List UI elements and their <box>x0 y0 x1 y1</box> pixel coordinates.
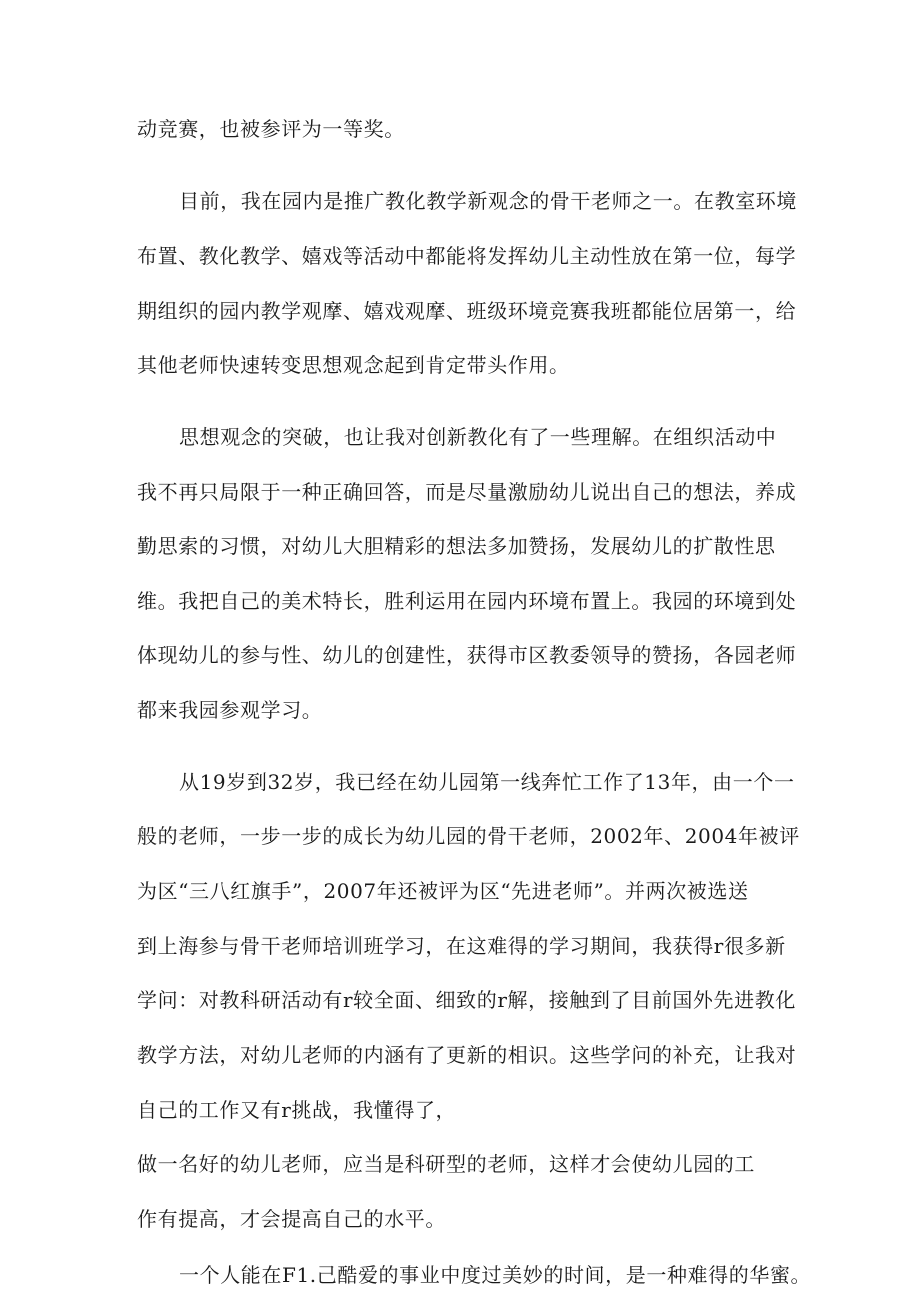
text-line: 作有提高，才会提高自己的水平。 <box>137 1207 446 1231</box>
text-line: 布置、教化教学、嬉戏等活动中都能将发挥幼儿主动性放在第一位，每学 <box>137 244 797 268</box>
text-line: 从19岁到32岁，我已经在幼儿园第一线奔忙工作了13年，由一个一 <box>179 770 795 794</box>
text-line: 到上海参与骨干老师培训班学习，在这难得的学习期间，我获得r很多新 <box>137 934 786 958</box>
text-line: 期组织的园内教学观摩、嬉戏观摩、班级环境竞赛我班都能位居第一，给 <box>137 299 797 323</box>
text-line: 我不再只局限于一种正确回答，而是尽量激励幼儿说出自己的想法，养成 <box>137 480 797 504</box>
text-line: 为区“三八红旗手”，2007年还被评为区“先进老师”。并两次被选送 <box>137 879 749 903</box>
text-line: 其他老师快速转变思想观念起到肯定带头作用。 <box>137 353 570 377</box>
text-line: 动竞赛，也被参评为一等奖。 <box>137 117 405 141</box>
text-line: 做一名好的幼儿老师，应当是科研型的老师，这样才会使幼儿园的工 <box>137 1152 755 1176</box>
text-line: 维。我把自己的美术特长，胜利运用在园内环境布置上。我园的环境到处 <box>137 589 797 613</box>
text-line: 体现幼儿的参与性、幼儿的创建性，获得市区教委领导的赞扬，各园老师 <box>137 643 797 667</box>
text-line: 都来我园参观学习。 <box>137 698 323 722</box>
text-line: 勤思索的习惯，对幼儿大胆精彩的想法多加赞扬，发展幼儿的扩散性思 <box>137 534 776 558</box>
text-line: 目前，我在园内是推广教化教学新观念的骨干老师之一。在教室环境 <box>179 189 797 213</box>
text-line: 自己的工作又有r挑战，我懂得了， <box>137 1098 457 1122</box>
text-line: 思想观念的突破，也让我对创新教化有了一些理解。在组织活动中 <box>179 425 777 449</box>
text-line: 般的老师，一步一步的成长为幼儿园的骨干老师，2002年、2004年被评 <box>137 824 800 848</box>
text-line: 一个人能在F1.己酷爱的事业中度过美妙的时间，是一种难得的华蜜。 <box>179 1263 812 1287</box>
text-line: 教学方法，对幼儿老师的内涵有了更新的相识。这些学问的补充，让我对 <box>137 1043 797 1067</box>
text-line: 学问：对教科研活动有r较全面、细致的r解，接触到了目前国外先进教化 <box>137 988 796 1012</box>
